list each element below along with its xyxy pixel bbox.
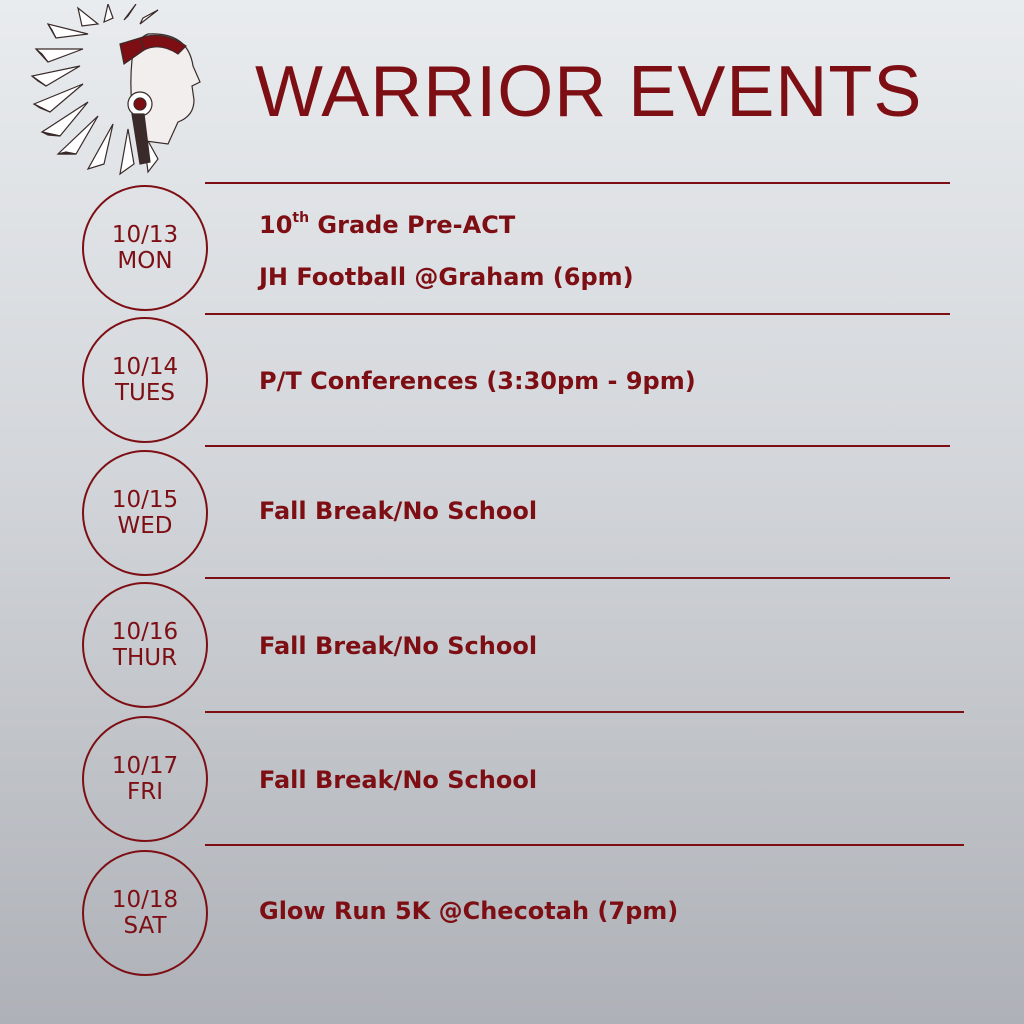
divider — [205, 313, 950, 315]
date-badge — [82, 450, 208, 576]
date-badge — [82, 317, 208, 443]
divider — [205, 445, 950, 447]
date: 10/14 — [111, 354, 179, 380]
page-title: WARRIOR EVENTS — [255, 52, 923, 132]
date: 10/17 — [111, 753, 179, 779]
event-item: Fall Break/No School — [259, 632, 538, 660]
date: 10/13 — [111, 222, 179, 248]
date-badge — [82, 850, 208, 976]
weekday: THUR — [112, 645, 178, 671]
divider — [205, 577, 950, 579]
weekday: TUES — [114, 380, 175, 406]
date-badge — [82, 716, 208, 842]
divider — [205, 182, 950, 184]
event-item: Fall Break/No School — [259, 497, 538, 525]
warrior-logo-icon — [28, 4, 203, 176]
weekday: WED — [117, 513, 173, 539]
event-item: Fall Break/No School — [259, 766, 538, 794]
event-item: P/T Conferences (3:30pm - 9pm) — [259, 367, 696, 395]
date: 10/18 — [111, 887, 179, 913]
divider — [205, 844, 964, 846]
weekday: MON — [117, 248, 173, 274]
date: 10/16 — [111, 619, 179, 645]
event-item: 10th Grade Pre-ACT — [259, 210, 516, 239]
weekday: SAT — [123, 913, 167, 939]
date: 10/15 — [111, 487, 179, 513]
divider — [205, 711, 964, 713]
event-item: JH Football @Graham (6pm) — [259, 263, 634, 291]
weekday: FRI — [127, 779, 163, 805]
date-badge — [82, 582, 208, 708]
date-badge — [82, 185, 208, 311]
event-item: Glow Run 5K @Checotah (7pm) — [259, 897, 679, 925]
